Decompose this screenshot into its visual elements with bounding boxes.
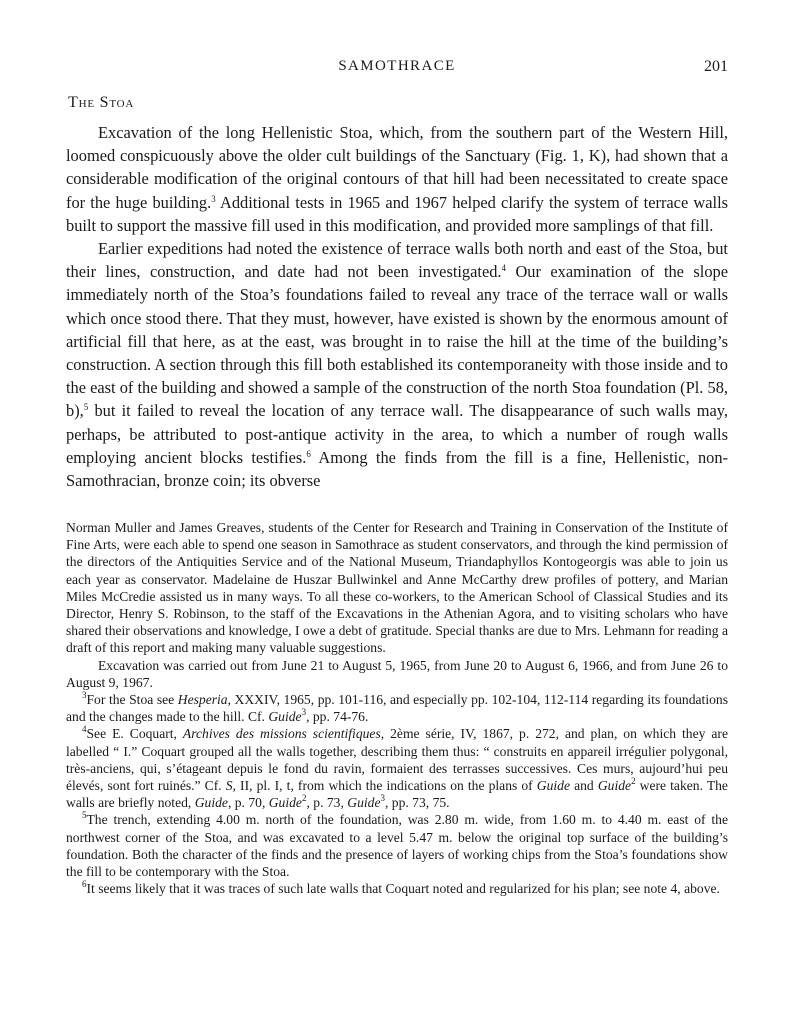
footnote-ref-3[interactable]: 3	[211, 193, 216, 204]
footnote-3: $^3$For the Stoa see Hesperia, XXXIV, 1965, pp. 101-116, and especially pp. 102-104, 112-114 regarding its foundations and the changes made to the hill. Cf. Guide$^3$, pp. 74-76.	[66, 690, 728, 725]
section-title: The Stoa	[68, 94, 135, 111]
paragraph-1: Excavation of the long Hellenistic Stoa, which, from the southern part of the Western Hill, loomed conspicuously above the older cult buildings of the Sanctuary (Fig. 1, K), had shown that a considerable modification of the original contours of that hill had been necessitated to create space for the huge building.$^3$ Additional tests in 1965 and 1967 helped clarify the system of terrace walls built to support the massive fill used in this modification, and provided more samplings of that fill.	[66, 123, 728, 235]
footnote-5: $^5$The trench, extending 4.00 m. north of the foundation, was 2.80 m. wide, from 1.60 m. to 4.40 m. east of the northwest corner of the Stoa, and was excavated to a level 5.47 m. below the original top surface of the building’s foundation. Both the character of the finds and the presence of layers of working chips from the Stoa’s foundations show the fill to be contemporary with the Stoa.	[66, 810, 728, 880]
acknowledgement-note: Norman Muller and James Greaves, students of the Center for Research and Training in Conservation of the Institute of Fine Arts, were each able to spend one season in Samothrace as student conservators, and through the kind permission of the directors of the Antiquities Service and of the National Museum, Triandaphyllos Kontogeorgis was able to join us each year as conservator. Madelaine de Huszar Bullwinkel and Anne McCarthy drew profiles of pottery, and Marian Miles McCredie assisted us in many ways. To all these co-workers, to the American School of Classical Studies and its Director, Henry S. Robinson, to the staff of the Excavations in the Athenian Agora, and to visiting scholars who have shared their observations and knowledge, I owe a debt of gratitude. Special thanks are due to Mrs. Lehmann for reading a draft of this report and making many valuable suggestions.	[66, 520, 728, 656]
footnote-ref-4[interactable]: 4	[501, 263, 507, 274]
footnotes	[66, 519, 728, 897]
footnote-ref-6[interactable]: 6	[306, 448, 311, 459]
footnote-6: $^6$It seems likely that it was traces of such late walls that Coquart noted and regularized for his plan; see note 4, above.	[82, 879, 720, 897]
page-header	[66, 58, 728, 80]
page-number: 201	[704, 58, 728, 75]
excavation-dates-note: Excavation was carried out from June 21 to August 5, 1965, from June 20 to August 6, 1966, and from June 26 to August 9, 1967.	[66, 657, 728, 690]
paragraph-2: Earlier expeditions had noted the existence of terrace walls both north and east of the Stoa, but their lines, construction, and date had not been investigated.$^4$ Our examination of the slope immediately north of the Stoa’s foundations failed to reveal any trace of the terrace wall or walls which once stood there. That they must, however, have existed is shown by the enormous amount of artificial fill that here, as at the east, was brought in to raise the hill at the time of the building’s construction. A section through this fill both established its contemporaneity with those inside and to the east of the building and showed a sample of the construction of the north Stoa foundation (Pl. 58, b),$^5$ but it failed to reveal the location of any terrace wall. The disappearance of such walls may, perhaps, be attributed to post-antique activity in the area, to which a number of rough walls employing ancient blocks testifies.$^6$ Among the finds from the fill is a fine, Hellenistic, non-Samothracian, bronze coin; its obverse	[66, 239, 728, 491]
footnote-ref-5[interactable]: 5	[83, 402, 89, 413]
footnote-4: $^4$See E. Coquart, Archives des missions scientifiques, 2ème série, IV, 1867, p. 272, and plan, on which they are labelled “ I.” Coquart grouped all the walls together, describing them thus: “ construits en appareil irrégulier polygonal, très-anciens, qui, s’étageant depuis le fond du ravin, formaient des terrasses successives. Ces murs, aujourd’hui peu élevés, sont fort ruinés.” Cf. S, II, pl. I, t, from which the indications on the plans of Guide and Guide$^2$ were taken. The walls are briefly noted, Guide, p. 70, Guide$^2$, p. 73, Guide$^3$, pp. 73, 75.	[66, 724, 728, 811]
body-text	[66, 121, 728, 492]
running-head: SAMOTHRACE	[338, 58, 456, 74]
